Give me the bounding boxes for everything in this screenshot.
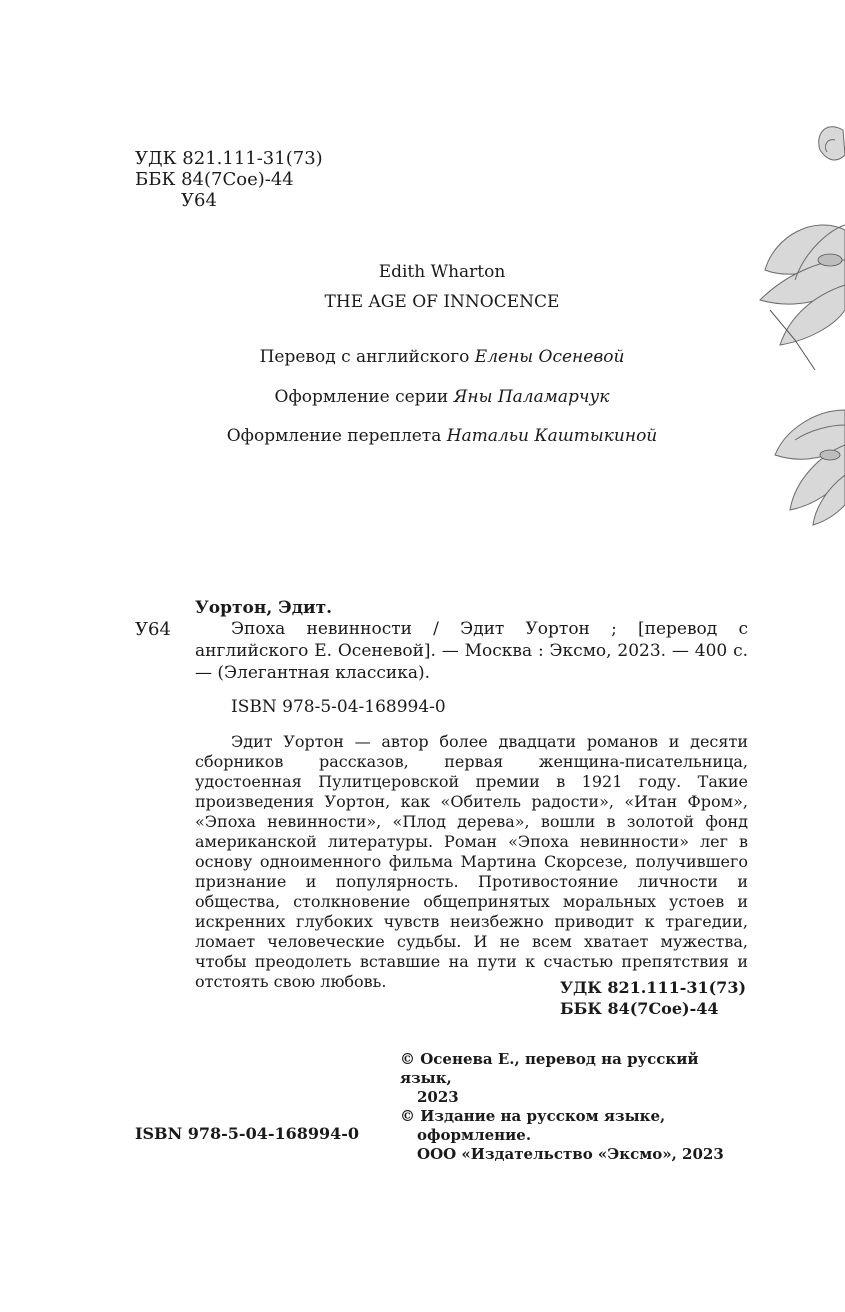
- udk-code: УДК 821.111-31(73): [135, 148, 323, 169]
- copyright-line: © Издание на русском языке,: [400, 1107, 666, 1125]
- bib-description: [195, 618, 748, 684]
- credit-label: Оформление серии: [274, 387, 454, 407]
- credit-label: Перевод с английского: [259, 347, 475, 367]
- classification-block: [135, 148, 323, 211]
- original-author: Edith Wharton: [378, 262, 506, 282]
- annotation-text: Эдит Уортон — автор более двадцати романов и десяти сборников рассказов, первая женщина-писательница, удостоенная Пулитцеровской премии в 1921 году. Такие произведения Уортон, как «Обитель радости», «Итан Фром», «Эпоха невинности», «Плод дерева», вошли в золотой фонд американской литературы. Роман «Эпоха невинности» лег в основу одноименного фильма Мартина Скорсезе, получившего признание и популярность. Противостояние личности и общества, столкновение общепринятых моральных устоев и искренних глубоких чувств неизбежно приводит к трагедии, ломает человеческие судьбы. И не всем хватает мужества, чтобы преодолеть вставшие на пути к счастью препятствия и отстоять свою любовь.: [195, 732, 748, 991]
- copyright-block: [400, 1050, 750, 1164]
- original-title: THE AGE OF INNOCENCE: [324, 292, 560, 312]
- credit-translation: [0, 347, 845, 367]
- bib-author-heading: Уортон, Эдит.: [195, 598, 333, 618]
- bottom-bbk: ББК 84(7Сое)-44: [560, 999, 719, 1018]
- bib-description-text: Эпоха невинности / Эдит Уортон ; [перевод с английского Е. Осеневой]. — Москва : Эксмо, 2023. — 400 с. — (Элегантная классика).: [195, 619, 748, 683]
- copyright-line: ООО «Издательство «Эксмо», 2023: [417, 1145, 724, 1163]
- bottom-udk: УДК 821.111-31(73): [560, 978, 747, 997]
- credit-label: Оформление переплета: [226, 426, 447, 446]
- copyright-line: © Осенева Е., перевод на русский язык,: [400, 1050, 699, 1087]
- magnolia-flowers-illustration: [735, 110, 845, 530]
- bbk-code: ББК 84(7Сое)-44: [135, 169, 294, 190]
- credit-name: Елены Осеневой: [474, 347, 625, 367]
- isbn-bottom: ISBN 978-5-04-168994-0: [135, 1124, 360, 1143]
- bib-code: У64: [135, 619, 171, 640]
- copyright-line: 2023: [417, 1088, 459, 1106]
- author-mark: У64: [181, 190, 217, 211]
- copyright-line: оформление.: [417, 1126, 532, 1144]
- credit-name: Яны Паламарчук: [453, 387, 610, 407]
- bib-isbn: ISBN 978-5-04-168994-0: [231, 697, 446, 717]
- bottom-codes: [560, 977, 748, 1019]
- credit-series-design: [0, 387, 845, 407]
- credit-cover-design: [0, 426, 845, 446]
- credit-name: Натальи Каштыкиной: [446, 426, 658, 446]
